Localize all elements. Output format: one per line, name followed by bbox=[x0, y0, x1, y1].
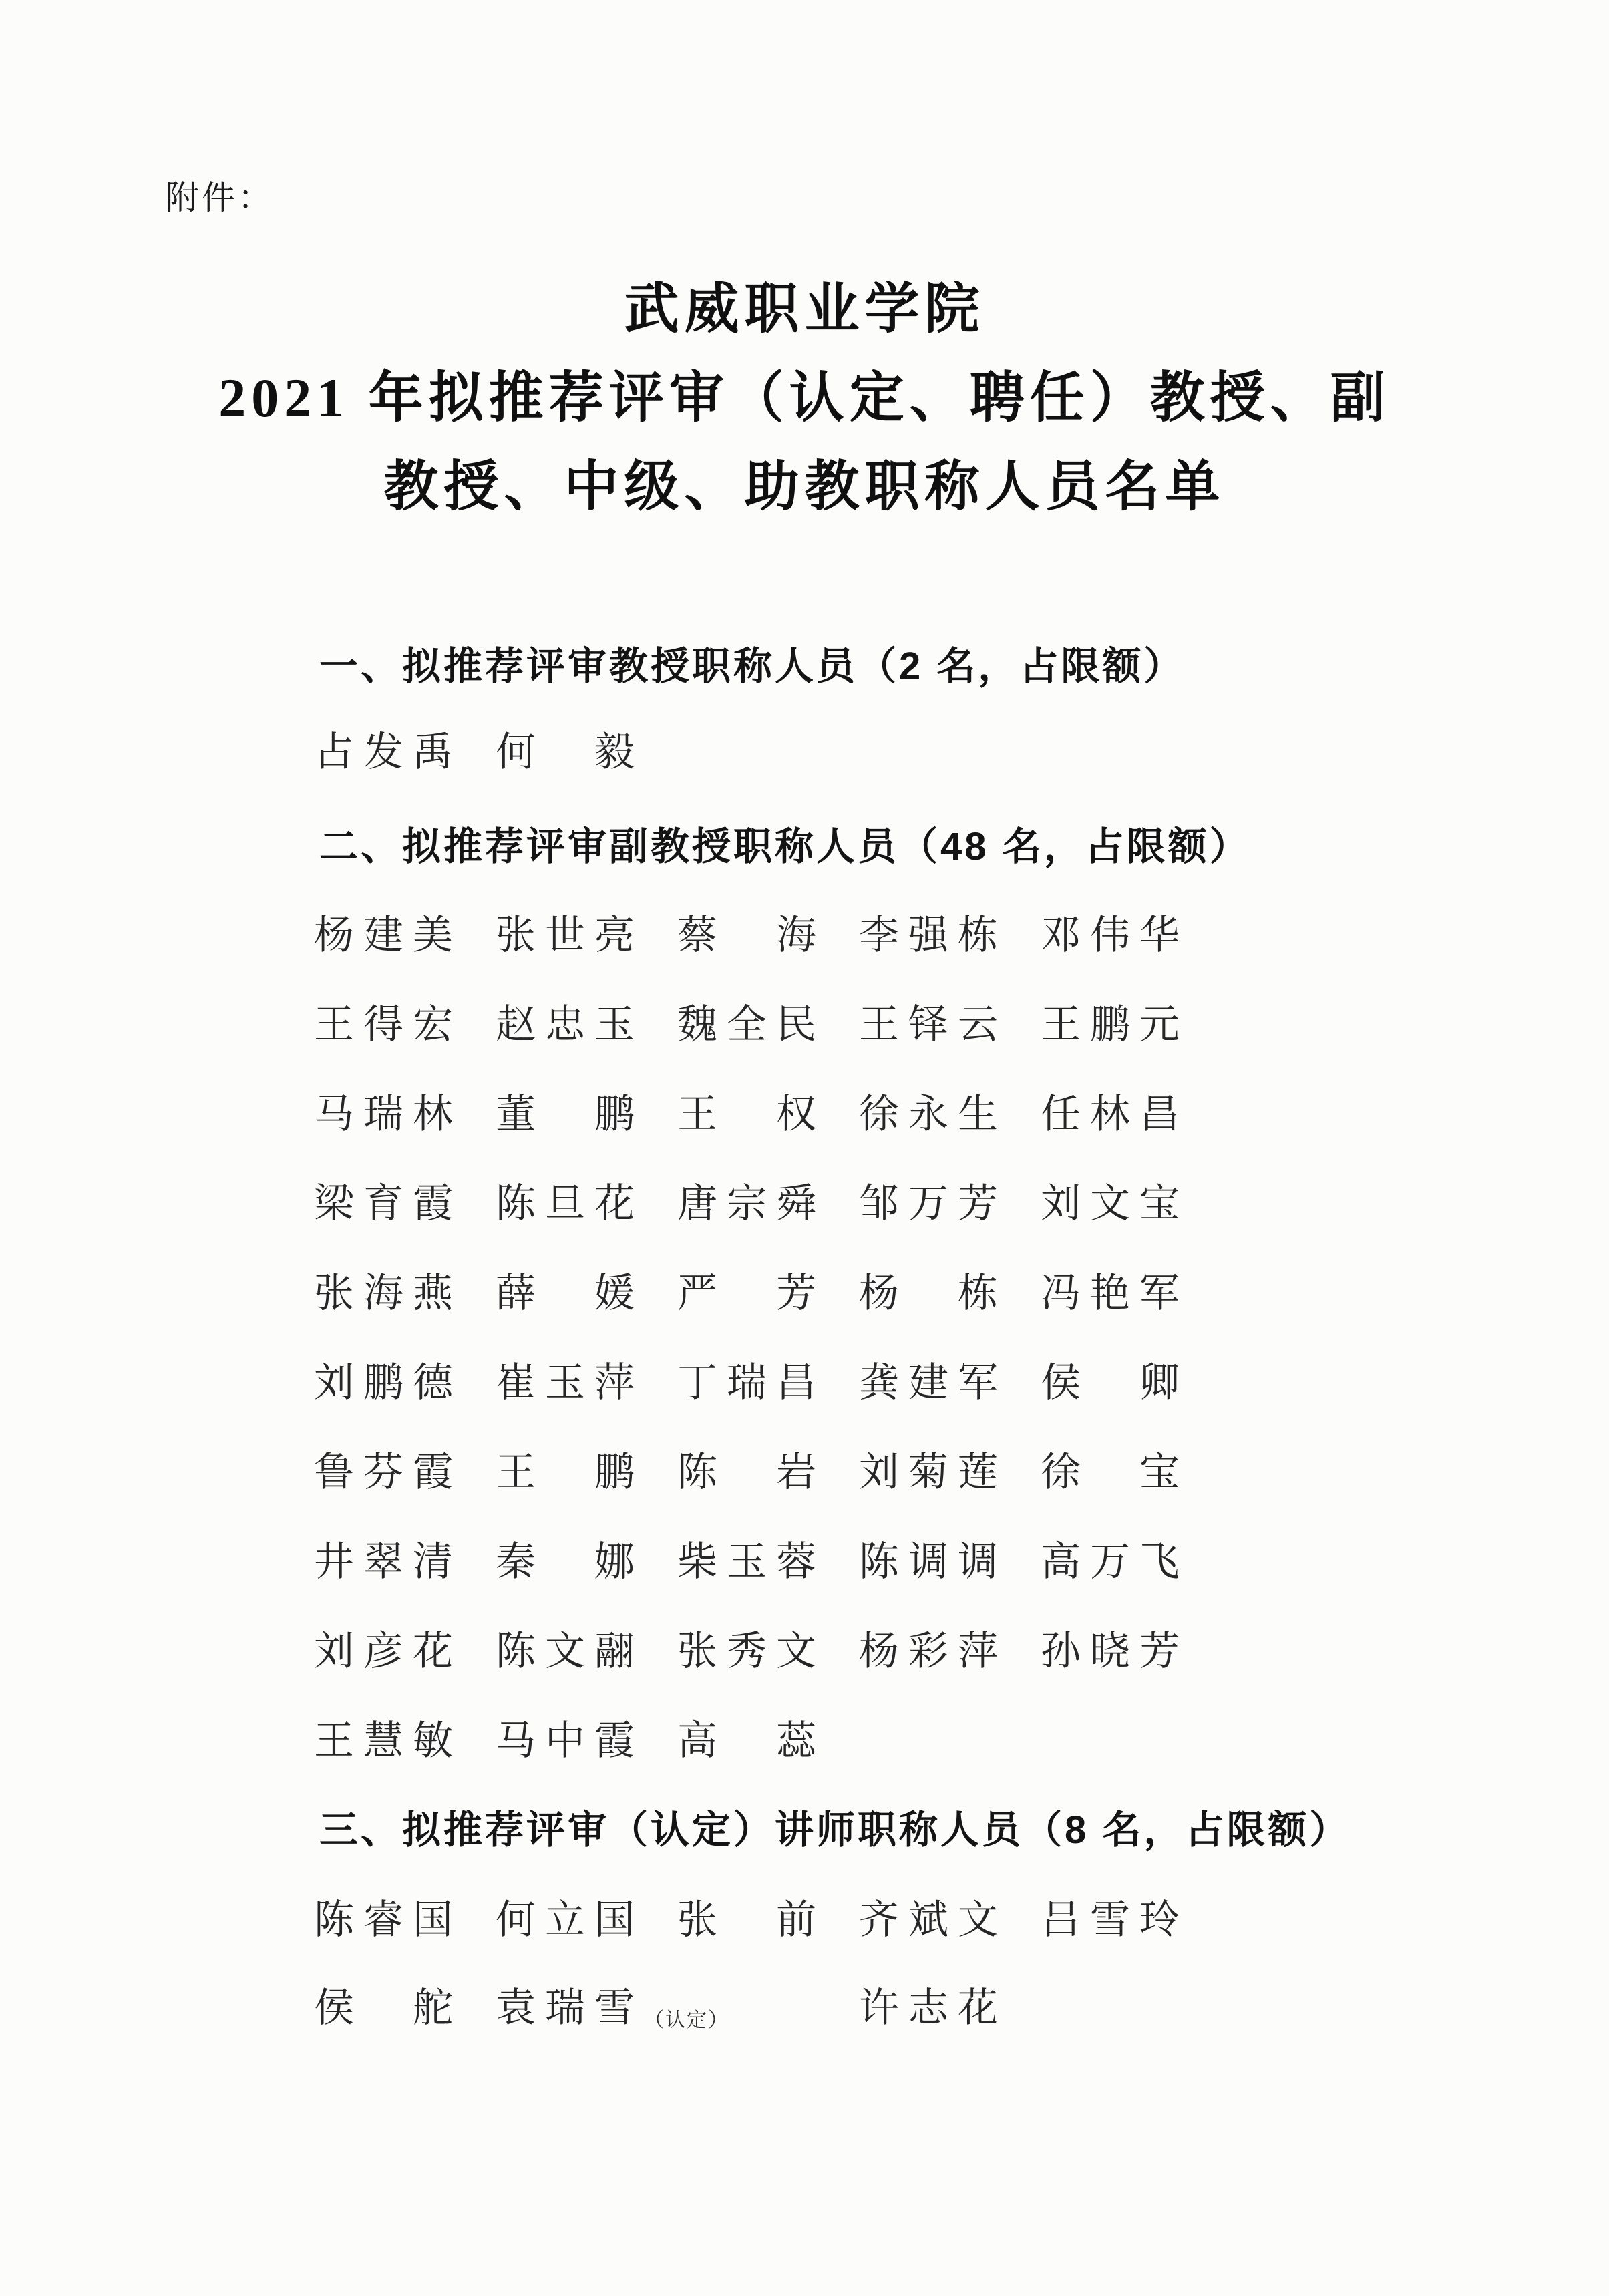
document-title bbox=[0, 265, 1609, 531]
name-cell: 刘鹏德 bbox=[314, 1361, 462, 1405]
name-cell: 占发禹 bbox=[314, 730, 462, 774]
name-cell: 李强栋 bbox=[859, 913, 1007, 957]
name-cell: 张海燕 bbox=[314, 1271, 462, 1315]
name-cell: 唐宗舜 bbox=[677, 1182, 826, 1226]
name-cell: 严 芳 bbox=[677, 1271, 826, 1315]
name-cell: 刘彦花 bbox=[314, 1629, 462, 1673]
section-3-heading: 三、拟推荐评审（认定）讲师职称人员（8 名，占限额） bbox=[319, 1808, 1351, 1852]
name-cell: 邓伟华 bbox=[1041, 913, 1189, 957]
name-cell: 刘文宝 bbox=[1041, 1182, 1189, 1226]
name-cell: 吕雪玲 bbox=[1041, 1898, 1189, 1942]
name-cell: 王鹏元 bbox=[1041, 1003, 1189, 1047]
name-cell-annotated bbox=[496, 1976, 729, 2033]
section-2-row-1 bbox=[314, 903, 1222, 961]
name-cell: 崔玉萍 bbox=[496, 1361, 644, 1405]
section-2-row-2 bbox=[314, 993, 1222, 1050]
name-cell: 陈调调 bbox=[859, 1540, 1007, 1584]
title-line-1: 武威职业学院 bbox=[624, 279, 985, 339]
name-cell: 齐斌文 bbox=[859, 1898, 1007, 1942]
name-cell: 何立国 bbox=[496, 1898, 644, 1942]
name-cell: 陈睿国 bbox=[314, 1898, 462, 1942]
name-cell: 王 鹏 bbox=[496, 1450, 644, 1494]
title-line-3: 教授、中级、助教职称人员名单 bbox=[383, 456, 1226, 517]
name-cell: 徐永生 bbox=[859, 1092, 1007, 1136]
name-cell: 张世亮 bbox=[496, 913, 644, 957]
name-cell: 鲁芬霞 bbox=[314, 1450, 462, 1494]
name-cell: 梁育霞 bbox=[314, 1182, 462, 1226]
name-cell: 柴玉蓉 bbox=[677, 1540, 826, 1584]
name-cell: 许志花 bbox=[859, 1986, 1007, 2030]
name-cell: 秦 娜 bbox=[496, 1540, 644, 1584]
name-cell: 徐 宝 bbox=[1041, 1450, 1189, 1494]
name-cell: 侯 卿 bbox=[1041, 1361, 1189, 1405]
section-2-row-3 bbox=[314, 1082, 1222, 1140]
name-cell: 杨彩萍 bbox=[859, 1629, 1007, 1673]
name-cell: 杨建美 bbox=[314, 913, 462, 957]
name-cell: 邹万芳 bbox=[859, 1182, 1007, 1226]
name-cell: 马瑞林 bbox=[314, 1092, 462, 1136]
name-cell: 陈文翮 bbox=[496, 1629, 644, 1673]
name-cell: 董 鹏 bbox=[496, 1092, 644, 1136]
name-cell: 王得宏 bbox=[314, 1003, 462, 1047]
section-1-heading: 一、拟推荐评审教授职称人员（2 名，占限额） bbox=[319, 645, 1186, 688]
name-cell: 赵忠玉 bbox=[496, 1003, 644, 1047]
name-cell: 侯 舵 bbox=[314, 1986, 462, 2030]
name-cell: 高万飞 bbox=[1041, 1540, 1189, 1584]
certified-annotation: （认定） bbox=[644, 2009, 729, 2031]
name-cell: 龚建军 bbox=[859, 1361, 1007, 1405]
name-cell: 冯艳军 bbox=[1041, 1271, 1189, 1315]
name-cell: 何 毅 bbox=[496, 730, 644, 774]
name-cell: 丁瑞昌 bbox=[677, 1361, 826, 1405]
name-cell: 陈 岩 bbox=[677, 1450, 826, 1494]
name-cell: 井翠清 bbox=[314, 1540, 462, 1584]
name-cell: 薛 媛 bbox=[496, 1271, 644, 1315]
name-cell: 刘菊莲 bbox=[859, 1450, 1007, 1494]
attachment-label: 附件： bbox=[166, 179, 274, 216]
name-cell: 魏全民 bbox=[677, 1003, 826, 1047]
name-cell: 蔡 海 bbox=[677, 913, 826, 957]
section-1-row-1 bbox=[314, 720, 677, 778]
section-2-row-9 bbox=[314, 1619, 1222, 1677]
section-3-row-1 bbox=[314, 1888, 1222, 1945]
section-2-row-8 bbox=[314, 1530, 1222, 1587]
section-2-row-4 bbox=[314, 1172, 1222, 1229]
name-cell: 王慧敏 bbox=[314, 1719, 462, 1763]
name-cell: 任林昌 bbox=[1041, 1092, 1189, 1136]
name-cell: 马中霞 bbox=[496, 1719, 644, 1763]
section-2-row-7 bbox=[314, 1440, 1222, 1498]
name-cell: 陈旦花 bbox=[496, 1182, 644, 1226]
title-line-2: 2021 年拟推荐评审（认定、聘任）教授、副 bbox=[218, 367, 1391, 428]
section-2-row-5 bbox=[314, 1261, 1222, 1319]
name-cell: 王 权 bbox=[677, 1092, 826, 1136]
section-2-row-6 bbox=[314, 1351, 1222, 1408]
section-3-row-2 bbox=[314, 1976, 1041, 2033]
section-2-heading: 二、拟推荐评审副教授职称人员（48 名，占限额） bbox=[319, 825, 1251, 868]
name-cell: 高 蕊 bbox=[677, 1719, 826, 1763]
section-2-row-10 bbox=[314, 1709, 859, 1766]
name-cell: 张秀文 bbox=[677, 1629, 826, 1673]
name-cell: 张 前 bbox=[677, 1898, 826, 1942]
name-cell: 杨 栋 bbox=[859, 1271, 1007, 1315]
name-cell: 孙晓芳 bbox=[1041, 1629, 1189, 1673]
name-text: 袁瑞雪 bbox=[496, 1986, 644, 2030]
name-cell: 王铎云 bbox=[859, 1003, 1007, 1047]
